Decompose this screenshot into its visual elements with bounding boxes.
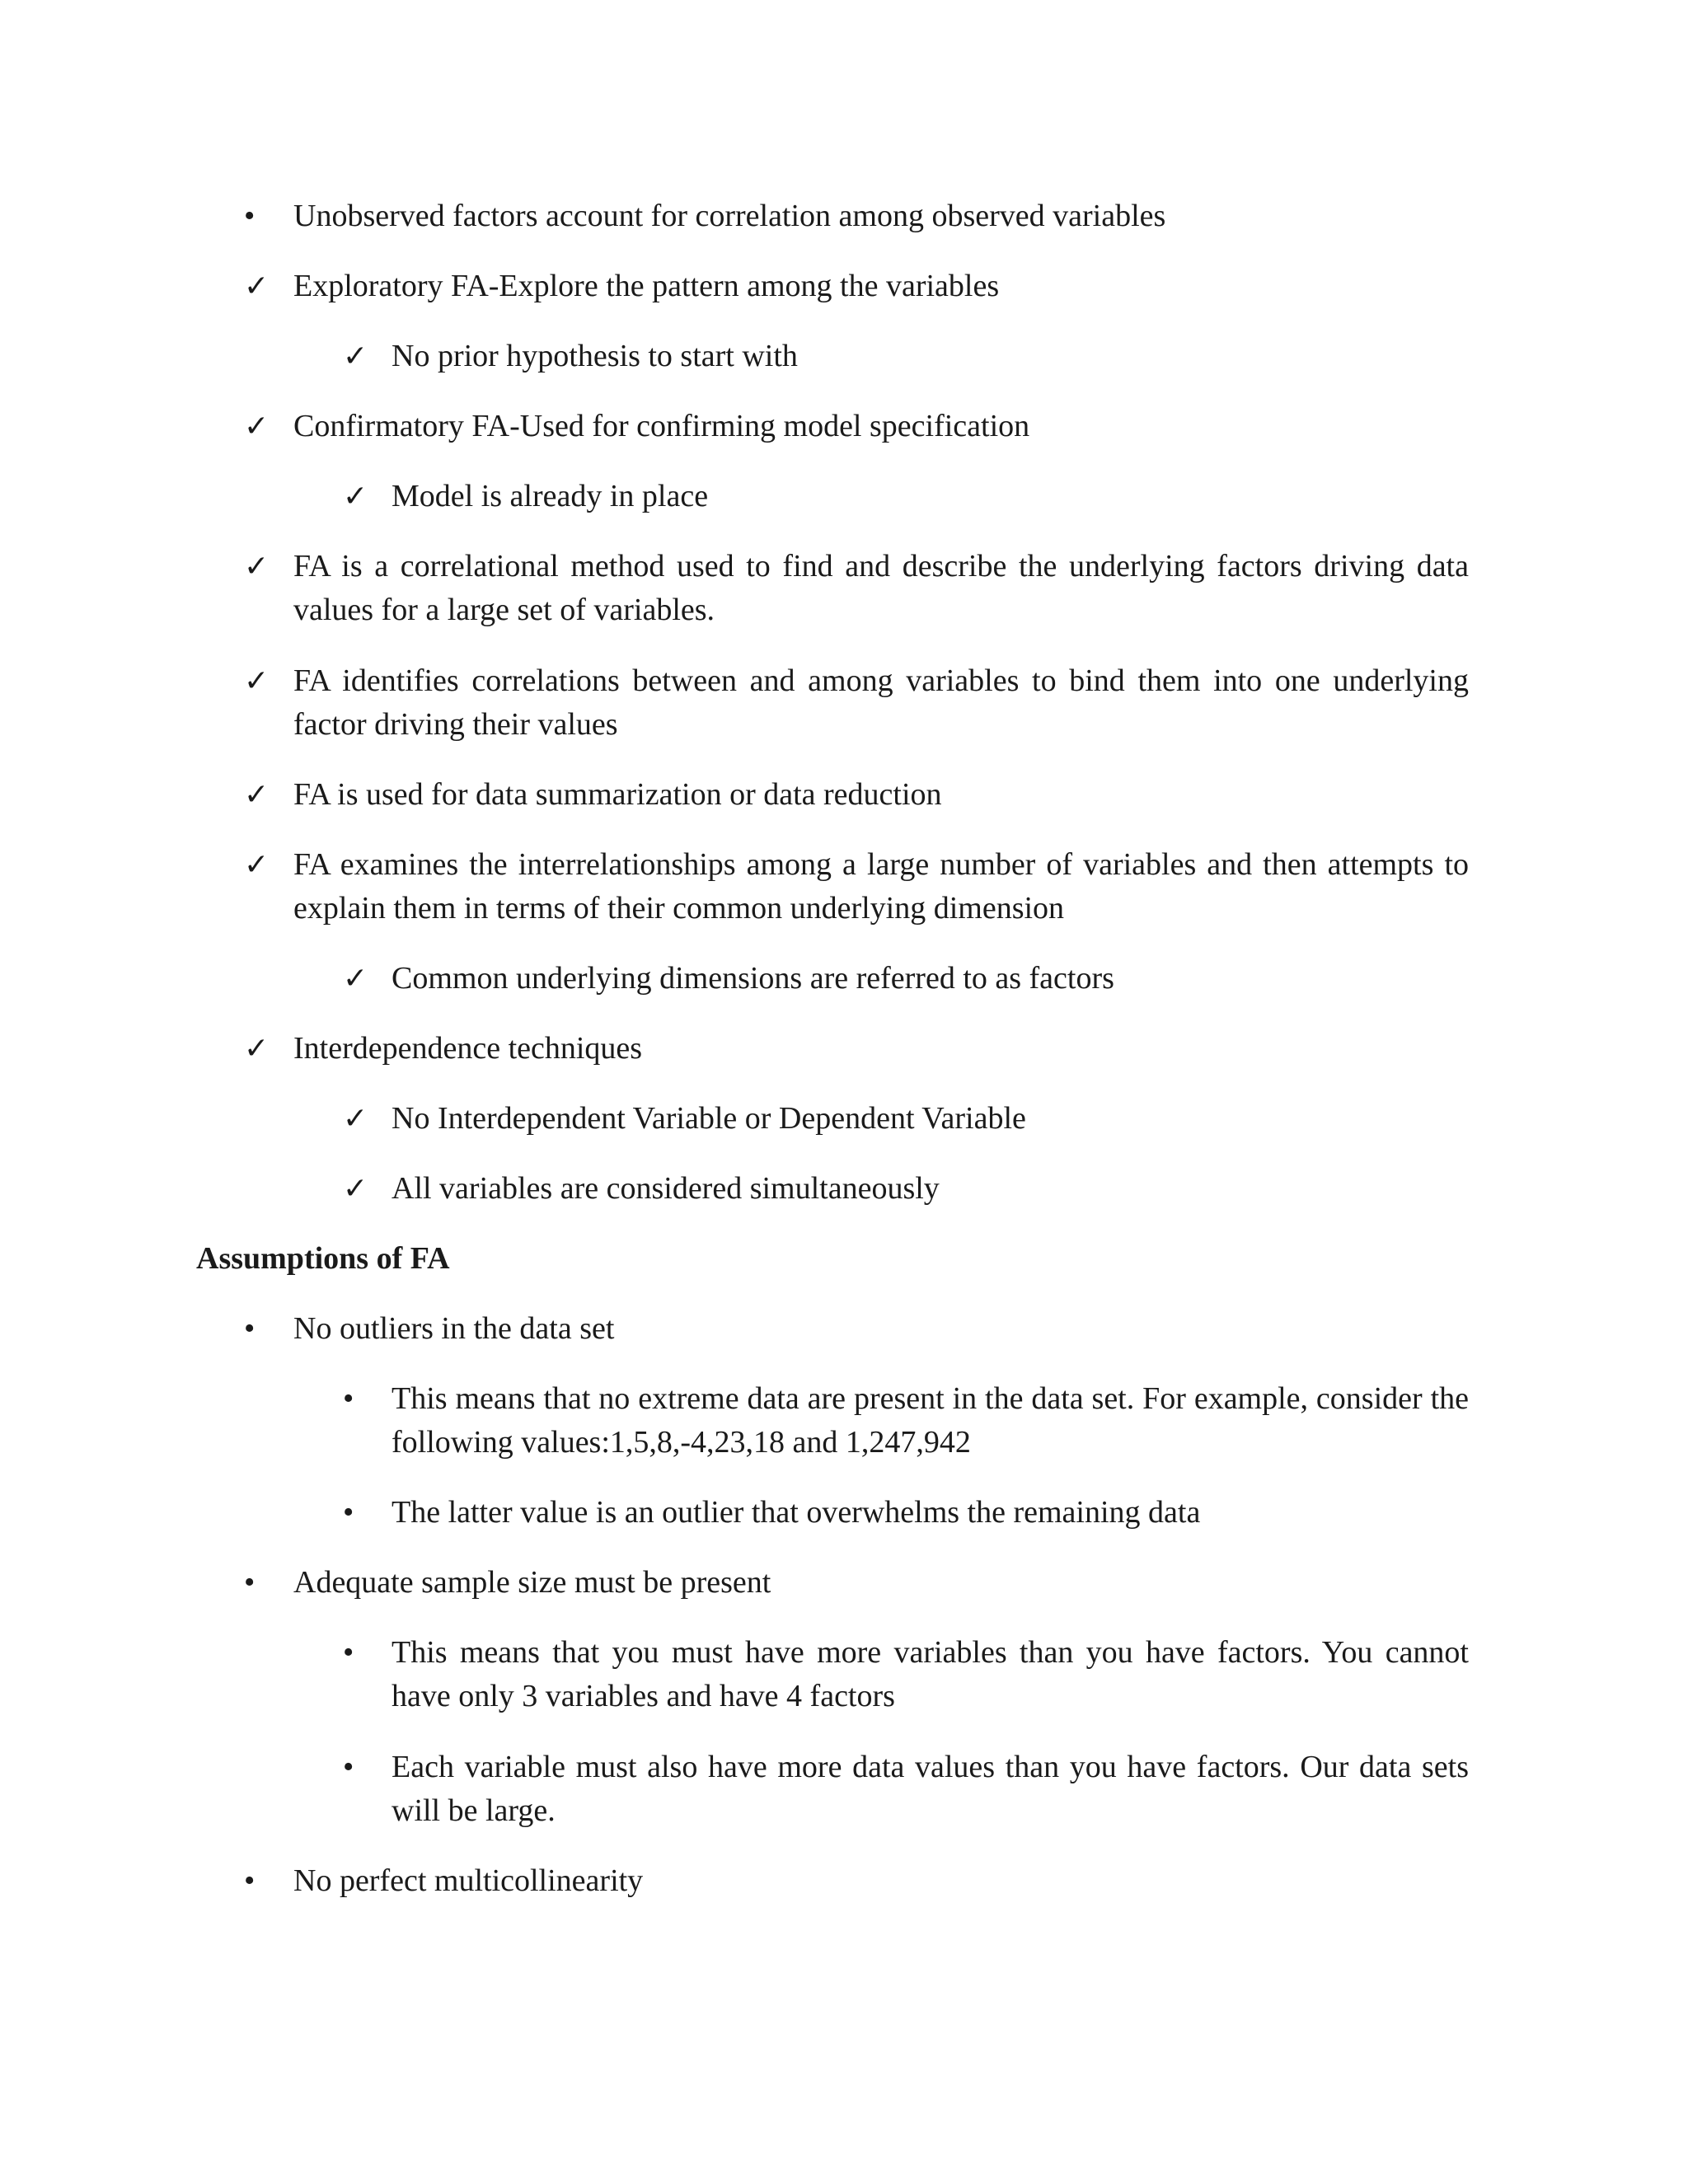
bullet-marker: • [343, 1635, 354, 1670]
list-item: Adequate sample size must be present [293, 1565, 771, 1600]
list-item: FA is a correlational method used to find and describe the underlying factors driving data values for a large set of variables. [293, 549, 1469, 627]
check-icon: ✓ [343, 1102, 368, 1135]
list-item: Unobserved factors account for correlation among observed variables [293, 199, 1166, 233]
bullet-marker: • [244, 199, 256, 233]
list-item: No Interdependent Variable or Dependent Variable [392, 1101, 1026, 1136]
list-item: All variables are considered simultaneously [392, 1171, 940, 1206]
check-icon: ✓ [244, 269, 270, 302]
list-item: FA identifies correlations between and among variables to bind them into one underlying factor driving their values [293, 663, 1469, 742]
check-icon: ✓ [343, 340, 368, 373]
section-heading: Assumptions of FA [196, 1241, 450, 1276]
list-item: Common underlying dimensions are referred to as factors [392, 961, 1114, 996]
check-icon: ✓ [244, 778, 270, 811]
check-icon: ✓ [343, 1172, 368, 1205]
bullet-marker: • [343, 1381, 354, 1416]
bullet-marker: • [244, 1311, 256, 1346]
list-item: This means that no extreme data are present in the data set. For example, consider the following values:1,5,8,-4,23,18 and 1,247,942 [392, 1381, 1469, 1460]
list-item: Each variable must also have more data values than you have factors. Our data sets will be large. [392, 1750, 1469, 1828]
list-item: No outliers in the data set [293, 1311, 615, 1346]
list-item: Exploratory FA-Explore the pattern among the variables [293, 269, 1000, 303]
check-icon: ✓ [244, 664, 270, 697]
list-item: FA is used for data summarization or data reduction [293, 777, 942, 812]
check-icon: ✓ [244, 410, 270, 443]
list-item: FA examines the interrelationships among a large number of variables and then attempts to explain them in terms of their common underlying dimension [293, 847, 1469, 926]
list-item: This means that you must have more variables than you have factors. You cannot have only 3 variables and have 4 factors [392, 1635, 1469, 1713]
check-icon: ✓ [244, 550, 270, 583]
check-icon: ✓ [244, 1032, 270, 1065]
list-item: Interdependence techniques [293, 1031, 643, 1066]
bullet-marker: • [244, 1863, 256, 1898]
bullet-marker: • [244, 1565, 256, 1600]
check-icon: ✓ [343, 962, 368, 995]
check-icon: ✓ [244, 848, 270, 881]
bullet-marker: • [343, 1495, 354, 1530]
list-item: Model is already in place [392, 479, 709, 513]
list-item: The latter value is an outlier that overwhelms the remaining data [392, 1495, 1201, 1530]
list-item: Confirmatory FA-Used for confirming model specification [293, 409, 1030, 443]
check-icon: ✓ [343, 480, 368, 513]
bullet-marker: • [343, 1750, 354, 1784]
list-item: No prior hypothesis to start with [392, 339, 798, 373]
list-item: No perfect multicollinearity [293, 1863, 644, 1898]
